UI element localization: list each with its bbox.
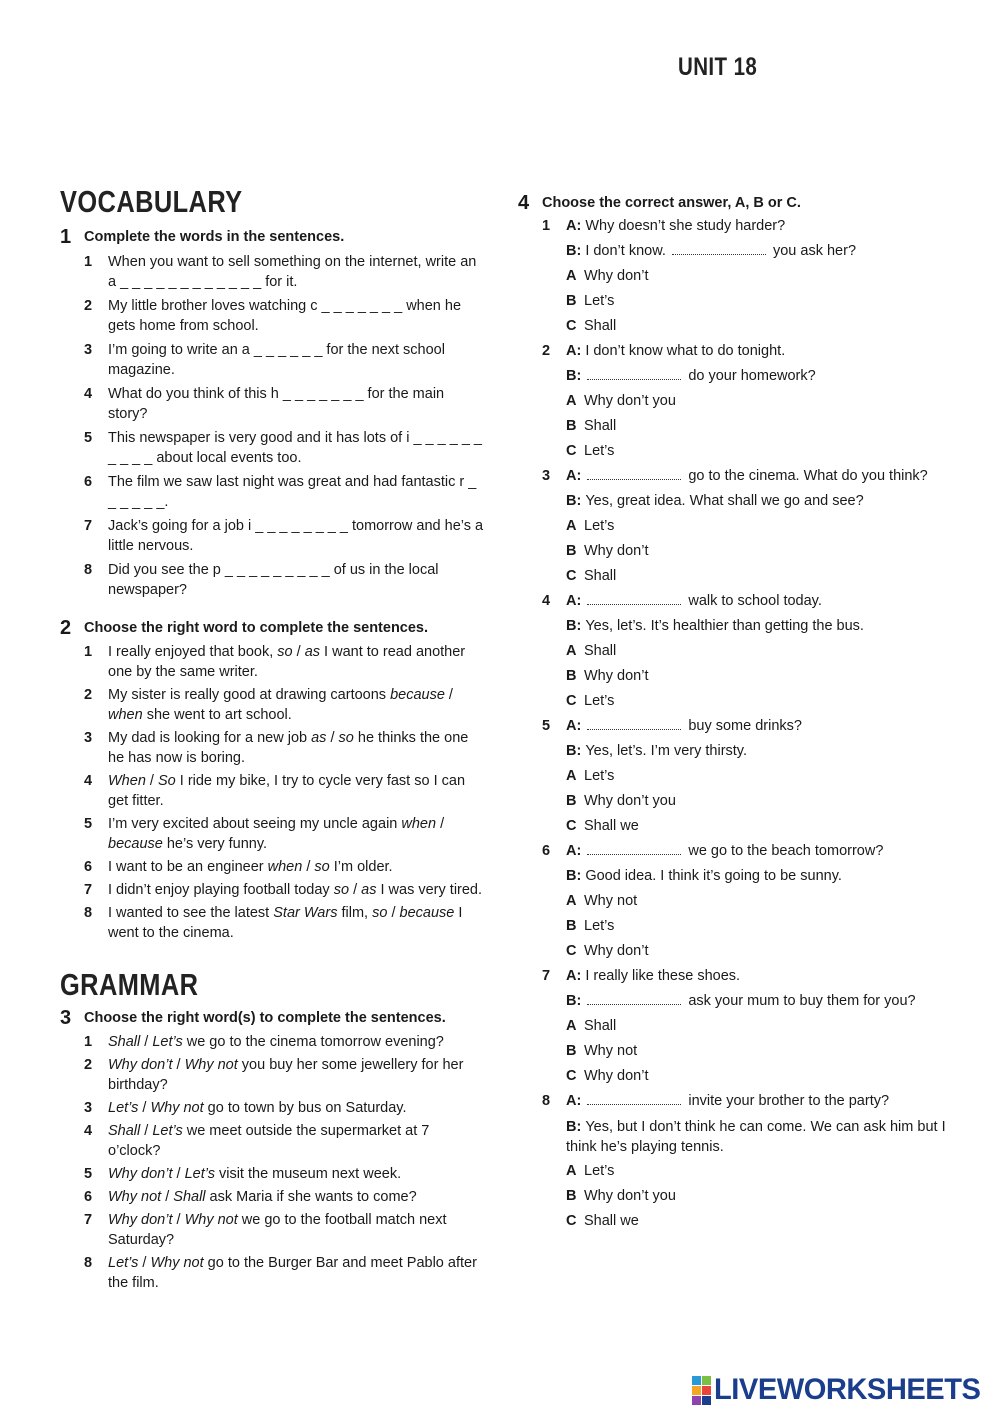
- answer-option: [566, 414, 958, 439]
- answer-gap: [587, 590, 681, 605]
- list-item: [84, 560, 485, 600]
- answer-option: [566, 639, 958, 664]
- answer-option: [566, 1039, 958, 1064]
- option-letter: B: [566, 543, 577, 559]
- option-text: Shall: [584, 318, 617, 334]
- option-text: Let’s: [584, 443, 615, 459]
- speaker-b-line: B: Yes, let’s. It’s healthier than getting the bus.: [566, 618, 864, 634]
- item-number: 3: [84, 342, 93, 358]
- exercise-instruction: Choose the right word(s) to complete the sentences.: [84, 1010, 446, 1026]
- option-text: Shall: [584, 568, 617, 584]
- answer-option: [566, 264, 958, 289]
- question: [542, 339, 958, 464]
- item-number: 1: [84, 1034, 93, 1050]
- answer-gap: [587, 715, 681, 730]
- option-letter: C: [566, 818, 577, 834]
- answer-gap: [587, 465, 681, 480]
- vocabulary-heading: VOCABULARY: [60, 184, 243, 219]
- speaker-label: B:: [566, 493, 582, 509]
- answer-option: [566, 789, 958, 814]
- answer-option: [566, 1209, 958, 1234]
- speaker-label: A:: [566, 468, 582, 484]
- answer-option: [566, 764, 958, 789]
- speaker-label: B:: [566, 868, 582, 884]
- word-choice: Why don’t: [108, 1166, 173, 1182]
- right-column: [518, 192, 958, 1234]
- left-column: [60, 184, 485, 1293]
- answer-gap: [587, 1090, 681, 1105]
- item-number: 1: [84, 254, 93, 270]
- word-choice: as: [311, 730, 327, 746]
- speaker-a-line: A: I really like these shoes.: [566, 968, 741, 984]
- option-text: Why don’t you: [584, 793, 676, 809]
- answer-gap: [672, 240, 766, 255]
- exercise-1-items: [84, 252, 485, 600]
- word-choice: Let’s: [152, 1034, 183, 1050]
- speaker-a-line: A: we go to the beach tomorrow?: [566, 839, 958, 864]
- exercise-4: [518, 192, 958, 1234]
- speaker-label: B:: [566, 993, 582, 1009]
- speaker-a-line: A: walk to school today.: [566, 589, 958, 614]
- option-letter: B: [566, 793, 577, 809]
- speaker-a-line: A: go to the cinema. What do you think?: [566, 464, 958, 489]
- item-number: 2: [542, 343, 551, 359]
- word-choice: Let’s: [184, 1166, 215, 1182]
- list-item: 3 My dad is looking for a new job as / so he thinks the one he has now is boring.: [84, 730, 469, 766]
- answer-option: [566, 914, 958, 939]
- item-number: 8: [542, 1093, 551, 1109]
- item-number: 2: [84, 298, 93, 314]
- list-item: 7 Why don’t / Why not we go to the football match next Saturday?: [84, 1212, 447, 1248]
- list-item: 2 My sister is really good at drawing cartoons because / when she went to art school.: [84, 687, 453, 723]
- option-text: Why don’t: [584, 668, 649, 684]
- item-text: My little brother loves watching c _ _ _ _ _ _ _ when he gets home from school.: [108, 298, 462, 334]
- answer-option: [566, 689, 958, 714]
- option-text: Why don’t: [584, 943, 649, 959]
- word-choice: so: [277, 644, 293, 660]
- word-choice: Why don’t: [108, 1212, 173, 1228]
- logo-text: LIVEWORKSHEETS: [714, 1373, 981, 1406]
- exercise-instruction: Choose the right word to complete the sentences.: [84, 620, 429, 636]
- list-item: 8 Let’s / Why not go to the Burger Bar and meet Pablo after the film.: [84, 1255, 477, 1291]
- word-choice: Why not: [184, 1057, 238, 1073]
- option-letter: C: [566, 318, 577, 334]
- question: [542, 214, 958, 339]
- option-letter: A: [566, 893, 577, 909]
- question: [542, 464, 958, 589]
- word-choice: so: [314, 859, 330, 875]
- item-text: Did you see the p _ _ _ _ _ _ _ _ _ of us in the local newspaper?: [108, 562, 439, 598]
- option-text: Why don’t: [584, 543, 649, 559]
- item-number: 1: [84, 644, 93, 660]
- item-number: 4: [542, 593, 551, 609]
- exercise-2-items: [84, 642, 485, 943]
- word-choice: When: [108, 773, 146, 789]
- option-text: Why don’t: [584, 1068, 649, 1084]
- item-number: 5: [84, 430, 93, 446]
- item-number: 8: [84, 905, 93, 921]
- option-letter: C: [566, 1068, 577, 1084]
- word-choice: Let’s: [108, 1100, 139, 1116]
- option-letter: A: [566, 643, 577, 659]
- word-choice: so: [372, 905, 388, 921]
- option-letter: A: [566, 1163, 577, 1179]
- logo-block: [702, 1376, 711, 1385]
- answer-option: [566, 664, 958, 689]
- exercise-4-questions: [542, 214, 958, 1234]
- answer-option: [566, 1184, 958, 1209]
- word-choice: Why don’t: [108, 1057, 173, 1073]
- item-number: 3: [84, 1100, 93, 1116]
- word-choice: Shall: [173, 1189, 206, 1205]
- logo-block: [692, 1386, 701, 1395]
- list-item: 8 I wanted to see the latest Star Wars film, so / because I went to the cinema.: [84, 905, 463, 941]
- item-number: 1: [542, 218, 551, 234]
- word-choice: as: [361, 882, 377, 898]
- speaker-b-line: B: do your homework?: [566, 364, 958, 389]
- logo-block: [692, 1376, 701, 1385]
- word-choice: Let’s: [108, 1255, 139, 1271]
- word-choice: Shall: [108, 1034, 141, 1050]
- word-choice: because: [390, 687, 445, 703]
- word-choice: So: [157, 773, 176, 789]
- film-title: Star Wars: [273, 905, 338, 921]
- question: [542, 714, 958, 839]
- answer-option: [566, 389, 958, 414]
- item-text: I’m going to write an a _ _ _ _ _ _ for the next school magazine.: [108, 342, 445, 378]
- option-letter: C: [566, 568, 577, 584]
- option-text: Why don’t you: [584, 393, 676, 409]
- option-text: Shall: [584, 418, 617, 434]
- exercise-number: 3: [60, 1007, 72, 1029]
- speaker-label: B:: [566, 618, 582, 634]
- item-number: 6: [84, 1189, 93, 1205]
- option-text: Let’s: [584, 768, 615, 784]
- option-letter: A: [566, 1018, 577, 1034]
- item-text: What do you think of this h _ _ _ _ _ _ _ for the main story?: [108, 386, 445, 422]
- exercise-3-items: [84, 1032, 485, 1293]
- option-text: Shall: [584, 1018, 617, 1034]
- option-letter: B: [566, 1188, 577, 1204]
- answer-option: [566, 439, 958, 464]
- logo-block: [702, 1396, 711, 1405]
- item-number: 7: [84, 1212, 93, 1228]
- option-text: Why don’t you: [584, 1188, 676, 1204]
- option-letter: C: [566, 943, 577, 959]
- list-item: 1 Shall / Let’s we go to the cinema tomorrow evening?: [84, 1034, 444, 1050]
- item-number: 4: [84, 773, 93, 789]
- answer-gap: [587, 990, 681, 1005]
- word-choice: so: [333, 882, 350, 898]
- item-number: 6: [84, 859, 93, 875]
- speaker-label: B:: [566, 243, 582, 259]
- option-letter: C: [566, 693, 577, 709]
- option-text: Let’s: [584, 1163, 615, 1179]
- item-number: 3: [84, 730, 93, 746]
- speaker-label: A:: [566, 718, 582, 734]
- option-letter: C: [566, 1213, 577, 1229]
- question: [542, 839, 958, 964]
- list-item: [84, 516, 485, 556]
- answer-gap: [587, 365, 681, 380]
- answer-option: [566, 564, 958, 589]
- answer-option: [566, 314, 958, 339]
- word-choice: Shall: [108, 1123, 141, 1139]
- list-item: 4 Shall / Let’s we meet outside the supermarket at 7 o’clock?: [84, 1123, 430, 1159]
- list-item: [84, 472, 485, 512]
- item-text: The film we saw last night was great and had fantastic r _ _ _ _ _ _.: [108, 474, 477, 510]
- list-item: 6 I want to be an engineer when / so I’m older.: [84, 859, 393, 875]
- item-number: 7: [542, 968, 551, 984]
- liveworksheets-logo: [692, 1374, 989, 1406]
- speaker-b-line: B: Yes, great idea. What shall we go and see?: [566, 493, 864, 509]
- item-number: 8: [84, 562, 93, 578]
- item-number: 4: [84, 1123, 93, 1139]
- word-choice: because: [399, 905, 455, 921]
- list-item: 3 Let’s / Why not go to town by bus on Saturday.: [84, 1100, 407, 1116]
- exercise-number: 1: [60, 226, 72, 248]
- speaker-label: B:: [566, 743, 582, 759]
- exercise-number: 2: [60, 617, 72, 639]
- item-number: 4: [84, 386, 93, 402]
- unit-heading: UNIT 18: [678, 53, 758, 81]
- exercise-2: [60, 617, 485, 943]
- list-item: 5 I’m very excited about seeing my uncle again when / because he’s very funny.: [84, 816, 445, 852]
- option-letter: A: [566, 768, 577, 784]
- item-number: 3: [542, 468, 551, 484]
- speaker-label: B:: [566, 368, 582, 384]
- answer-option: [566, 1014, 958, 1039]
- list-item: [84, 252, 485, 292]
- word-choice: as: [304, 644, 321, 660]
- word-choice: so: [338, 730, 354, 746]
- exercise-instruction: Choose the correct answer, A, B or C.: [542, 195, 801, 211]
- question: [542, 589, 958, 714]
- speaker-label: A:: [566, 343, 582, 359]
- item-number: 7: [84, 518, 93, 534]
- speaker-a-line: A: buy some drinks?: [566, 714, 958, 739]
- speaker-label: A:: [566, 843, 582, 859]
- option-text: Let’s: [584, 918, 615, 934]
- speaker-b-line: B: Good idea. I think it’s going to be sunny.: [566, 868, 842, 884]
- option-text: Let’s: [584, 693, 615, 709]
- answer-option: [566, 939, 958, 964]
- speaker-label: A:: [566, 1093, 582, 1109]
- option-letter: B: [566, 293, 577, 309]
- option-letter: A: [566, 518, 577, 534]
- speaker-label: A:: [566, 218, 582, 234]
- logo-block: [702, 1386, 711, 1395]
- answer-option: [566, 1159, 958, 1184]
- list-item: [84, 296, 485, 336]
- speaker-a-line: A: I don’t know what to do tonight.: [566, 343, 786, 359]
- answer-option: [566, 814, 958, 839]
- word-choice: Why not: [150, 1100, 204, 1116]
- list-item: [84, 340, 485, 380]
- speaker-label: A:: [566, 593, 582, 609]
- exercise-instruction: Complete the words in the sentences.: [84, 229, 345, 245]
- option-text: Let’s: [584, 518, 615, 534]
- item-text: Jack’s going for a job i _ _ _ _ _ _ _ _ tomorrow and he’s a little nervous.: [108, 518, 484, 554]
- speaker-label: B:: [566, 1119, 582, 1135]
- answer-option: [566, 889, 958, 914]
- option-letter: A: [566, 393, 577, 409]
- option-text: Shall we: [584, 818, 639, 834]
- option-text: Why don’t: [584, 268, 649, 284]
- list-item: [84, 384, 485, 424]
- speaker-a-line: A: Why doesn’t she study harder?: [566, 218, 786, 234]
- question: [542, 964, 958, 1089]
- word-choice: when: [267, 859, 303, 875]
- item-number: 6: [542, 843, 551, 859]
- option-text: Let’s: [584, 293, 615, 309]
- speaker-label: A:: [566, 968, 582, 984]
- list-item: 1 I really enjoyed that book, so / as I want to read another one by the same writer.: [84, 644, 466, 680]
- option-text: Shall we: [584, 1213, 639, 1229]
- item-text: When you want to sell something on the internet, write an a _ _ _ _ _ _ _ _ _ _ _ _ for it.: [108, 254, 477, 290]
- list-item: 4 When / So I ride my bike, I try to cycle very fast so I can get fitter.: [84, 773, 466, 809]
- answer-option: [566, 289, 958, 314]
- option-letter: B: [566, 668, 577, 684]
- option-letter: B: [566, 1043, 577, 1059]
- answer-option: [566, 1064, 958, 1089]
- word-choice: Why not: [150, 1255, 204, 1271]
- option-letter: B: [566, 918, 577, 934]
- speaker-b-line: B: Yes, but I don’t think he can come. We can ask him but I think he’s playing tennis.: [566, 1119, 946, 1155]
- list-item: [84, 428, 485, 468]
- answer-option: [566, 514, 958, 539]
- exercise-number: 4: [518, 192, 530, 214]
- speaker-b-line: B: Yes, let’s. I’m very thirsty.: [566, 743, 748, 759]
- item-number: 8: [84, 1255, 93, 1271]
- answer-gap: [587, 840, 681, 855]
- option-text: Why not: [584, 1043, 638, 1059]
- word-choice: Why not: [108, 1189, 162, 1205]
- list-item: 6 Why not / Shall ask Maria if she wants to come?: [84, 1189, 417, 1205]
- word-choice: when: [108, 707, 143, 723]
- answer-option: [566, 539, 958, 564]
- item-number: 5: [542, 718, 551, 734]
- item-number: 5: [84, 1166, 93, 1182]
- option-text: Why not: [584, 893, 638, 909]
- option-letter: A: [566, 268, 577, 284]
- item-number: 2: [84, 687, 93, 703]
- speaker-a-line: A: invite your brother to the party?: [566, 1089, 958, 1114]
- question: [542, 1089, 958, 1234]
- word-choice: Why not: [184, 1212, 238, 1228]
- speaker-b-line: B: ask your mum to buy them for you?: [566, 989, 958, 1014]
- item-text: This newspaper is very good and it has lots of i _ _ _ _ _ _ _ _ _ _ about local events too.: [108, 430, 482, 466]
- list-item: 7 I didn’t enjoy playing football today so / as I was very tired.: [84, 882, 483, 898]
- word-choice: when: [401, 816, 437, 832]
- grammar-heading: GRAMMAR: [60, 967, 199, 1002]
- speaker-b-line: B: I don’t know. you ask her?: [566, 239, 958, 264]
- exercise-3: [60, 1007, 485, 1293]
- item-number: 5: [84, 816, 93, 832]
- list-item: 2 Why don’t / Why not you buy her some jewellery for her birthday?: [84, 1057, 464, 1093]
- item-number: 7: [84, 882, 93, 898]
- logo-block: [692, 1396, 701, 1405]
- list-item: 5 Why don’t / Let’s visit the museum next week.: [84, 1166, 402, 1182]
- item-number: 6: [84, 474, 93, 490]
- exercise-1: [60, 226, 485, 600]
- option-text: Shall: [584, 643, 617, 659]
- option-letter: B: [566, 418, 577, 434]
- word-choice: because: [108, 836, 163, 852]
- word-choice: Let’s: [152, 1123, 183, 1139]
- logo-mark-icon: [692, 1376, 711, 1405]
- option-letter: C: [566, 443, 577, 459]
- item-number: 2: [84, 1057, 93, 1073]
